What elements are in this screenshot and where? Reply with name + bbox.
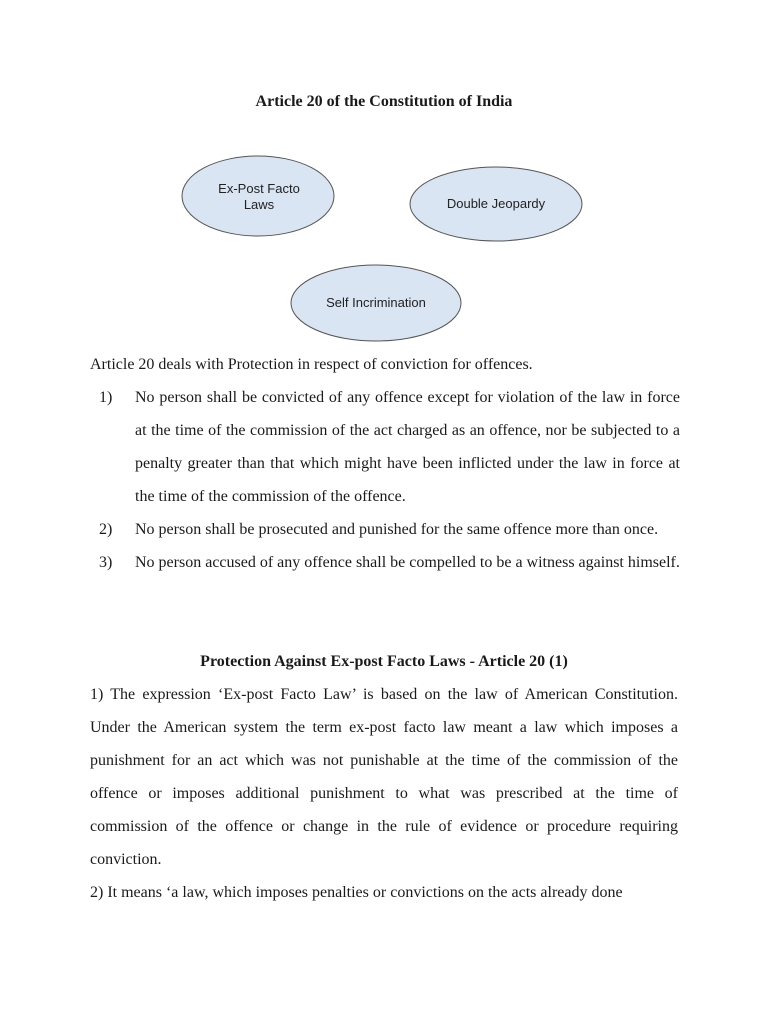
list-item (90, 546, 680, 579)
page-title: Article 20 of the Constitution of India (255, 93, 513, 110)
oval-label-self-incrimination: Self Incrimination (326, 295, 426, 310)
list-number: 3) (99, 554, 113, 571)
list-item (90, 513, 680, 546)
list-item (90, 381, 680, 513)
oval-label-ex-post-facto: Ex-Post Facto Laws (218, 181, 300, 212)
list-number: 2) (99, 521, 113, 538)
list-text: No person accused of any offence shall be compelled to be a witness against himself. (135, 554, 680, 571)
intro-text: Article 20 deals with Protection in respect of conviction for offences. (90, 356, 533, 373)
paragraph-1: 1) The expression ‘Ex-post Facto Law’ is based on the law of American Constitution. Under the American system the term ex-post facto law meant a law which imposes a punishment for an act which was not punishable at the time of the commission of the offence or imposes additional punishment to what was prescribed at the time of commission of the offence or change in the rule of evidence or procedure requiring conviction. (90, 686, 678, 868)
list-text: No person shall be convicted of any offence except for violation of the law in force at the time of the commission of the act charged as an offence, nor be subjected to a penalty greater than that which might have been inflicted under the law in force at the time of the commission of the offence. (135, 389, 680, 505)
list-number: 1) (99, 389, 113, 406)
oval-label-double-jeopardy: Double Jeopardy (446, 196, 546, 211)
protection-list (90, 381, 680, 579)
list-text: No person shall be prosecuted and punished for the same offence more than once. (135, 521, 659, 538)
paragraph-2: 2) It means ‘a law, which imposes penalties or convictions on the acts already done (90, 884, 623, 901)
section-heading: Protection Against Ex-post Facto Laws - Article 20 (1) (200, 653, 568, 670)
